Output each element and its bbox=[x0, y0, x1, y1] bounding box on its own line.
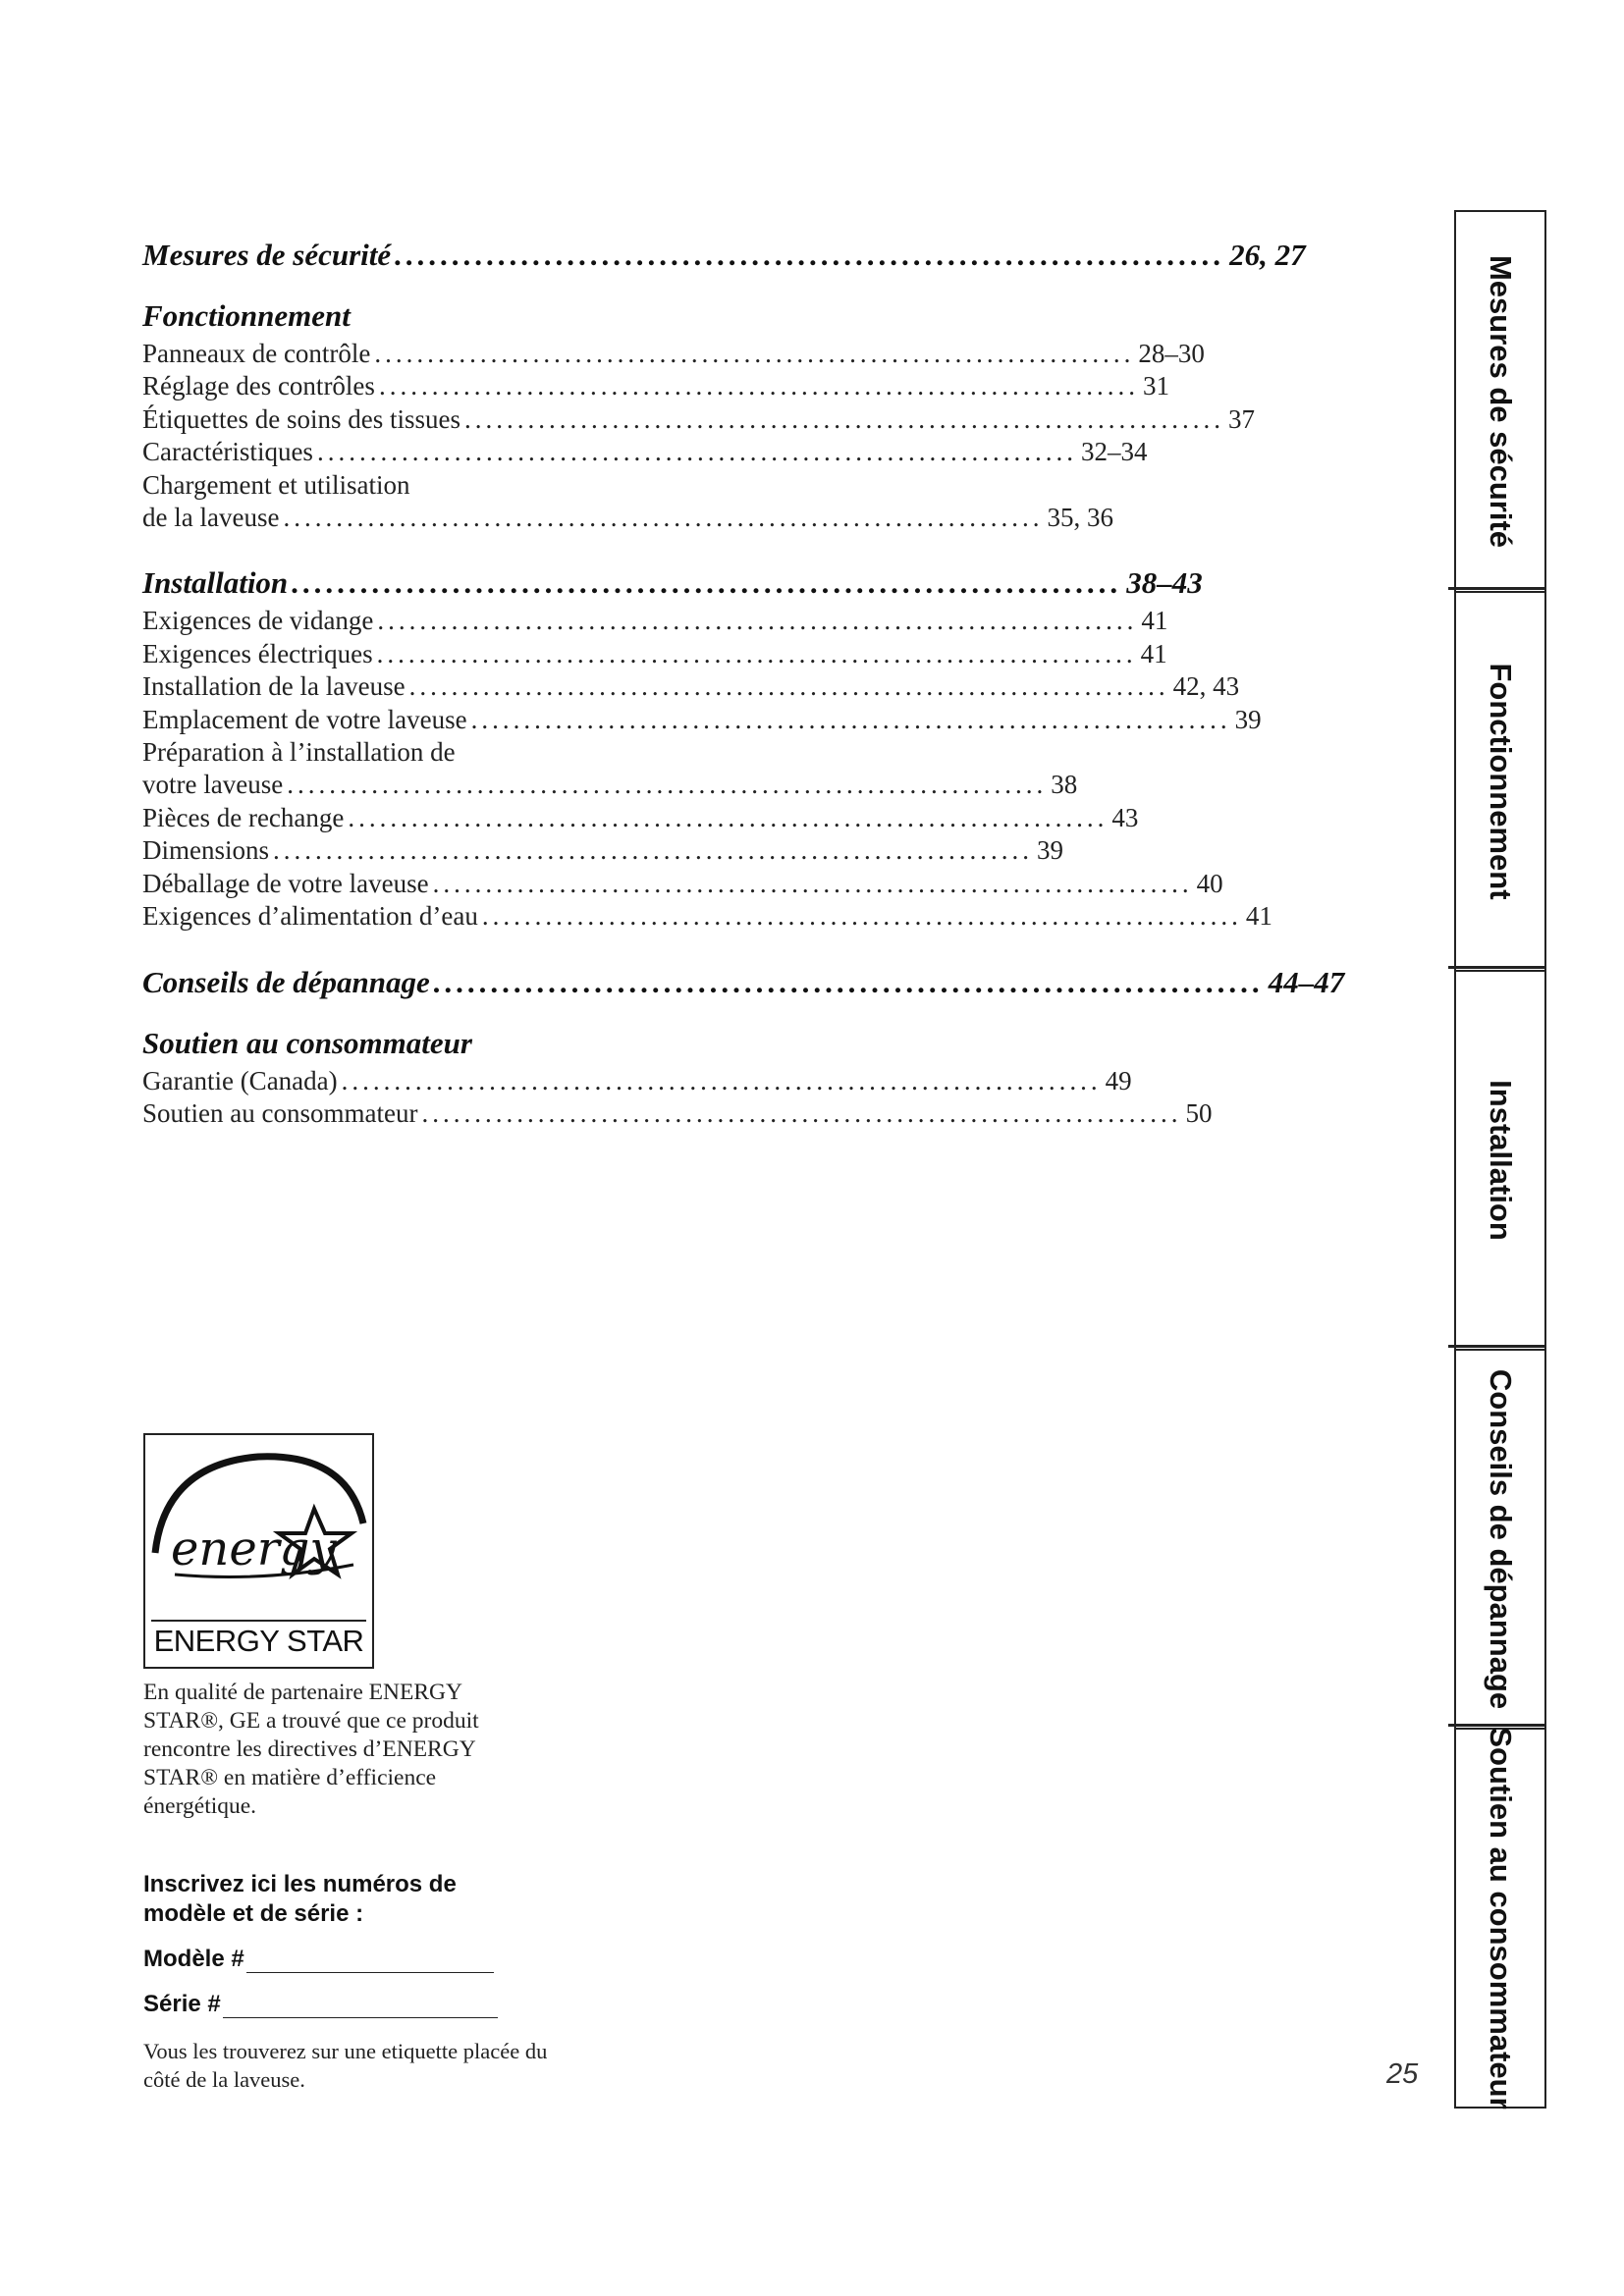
toc-entry[interactable]: Soutien au consommateur ........................................................................ 50 bbox=[142, 1097, 1213, 1128]
tab-soutien-au-consommateur[interactable] bbox=[1456, 1728, 1544, 2107]
table-of-contents bbox=[142, 234, 1345, 1130]
toc-entry[interactable]: Chargement et utilisation bbox=[142, 469, 410, 500]
serial-number-line[interactable] bbox=[223, 1996, 498, 2018]
toc-entry[interactable]: Exigences électriques ........................................................................ 41 bbox=[142, 638, 1167, 668]
page-number: 25 bbox=[1386, 2058, 1419, 2090]
toc-entry[interactable]: Panneaux de contrôle ........................................................................ 28–30 bbox=[142, 339, 1205, 368]
energy-star-label: ENERGY STAR bbox=[151, 1620, 366, 1661]
tab-label: Soutien au consommateur bbox=[1484, 1727, 1518, 2109]
tab-label: Fonctionnement bbox=[1484, 663, 1518, 900]
toc-section-consumer-support bbox=[142, 1022, 1213, 1131]
toc-entry[interactable]: Pièces de rechange ........................................................................ 43 bbox=[142, 802, 1139, 832]
energy-star-emblem-icon bbox=[145, 1435, 372, 1622]
toc-entry[interactable]: Étiquettes de soins des tissues ........................................................................ 37 bbox=[142, 403, 1255, 434]
tab-divider bbox=[1448, 1724, 1546, 1727]
toc-entry[interactable]: Exigences de vidange ........................................................................ 41 bbox=[142, 606, 1168, 636]
side-tabs bbox=[1454, 210, 1546, 2109]
tab-mesures-de-securite[interactable] bbox=[1456, 212, 1544, 591]
serial-label: Série # bbox=[143, 1991, 221, 2017]
toc-heading[interactable]: Conseils de dépannage ........................................................................ 44–47 bbox=[142, 964, 1345, 999]
toc-heading[interactable]: Installation ........................................................................ 38–43 bbox=[142, 565, 1203, 601]
tab-divider bbox=[1448, 587, 1546, 590]
record-note: Vous les trouverez sur une etiquette placée du côté de la laveuse. bbox=[143, 2039, 548, 2092]
model-number-line[interactable] bbox=[246, 1950, 494, 1973]
tab-label: Conseils de dépannage bbox=[1484, 1368, 1518, 1710]
energy-script-text: energy bbox=[171, 1522, 337, 1576]
model-label: Modèle # bbox=[143, 1946, 244, 1972]
tab-installation[interactable] bbox=[1456, 970, 1544, 1349]
energy-star-logo bbox=[143, 1433, 374, 1669]
energy-star-description: En qualité de partenaire ENERGY STAR®, GE a trouvé que ce produit rencontre les directives d’ENERGY STAR® en matière d’efficience énergétique. bbox=[143, 1680, 479, 1819]
toc-entry[interactable]: votre laveuse ........................................................................ 38 bbox=[142, 770, 1078, 800]
tab-divider bbox=[1448, 966, 1546, 969]
toc-entry[interactable]: Préparation à l’installation de bbox=[142, 737, 456, 768]
toc-entry[interactable]: Installation de la laveuse ........................................................................ 42, 43 bbox=[142, 671, 1240, 702]
toc-section-installation bbox=[142, 561, 1272, 933]
toc-entry[interactable]: Emplacement de votre laveuse ........................................................................ 39 bbox=[142, 704, 1262, 734]
tab-fonctionnement[interactable] bbox=[1456, 591, 1544, 970]
model-number-field[interactable] bbox=[143, 1946, 494, 1973]
record-instruction: Inscrivez ici les numéros de modèle et de série : bbox=[143, 1871, 457, 1927]
toc-entry[interactable]: de la laveuse ........................................................................ 35, 36 bbox=[142, 503, 1113, 533]
toc-section-safety bbox=[142, 234, 1306, 277]
toc-section-operation bbox=[142, 294, 1255, 534]
serial-number-field[interactable] bbox=[143, 1991, 498, 2018]
toc-heading[interactable]: Mesures de sécurité ........................................................................ 26, 27 bbox=[142, 238, 1306, 272]
toc-section-troubleshooting bbox=[142, 961, 1345, 1004]
toc-entry[interactable]: Caractéristiques ........................................................................ 32–34 bbox=[142, 437, 1148, 467]
toc-entry[interactable]: Dimensions ........................................................................ 39 bbox=[142, 835, 1064, 866]
toc-entry[interactable]: Déballage de votre laveuse ........................................................................ 40 bbox=[142, 868, 1223, 898]
tab-divider bbox=[1448, 1345, 1546, 1348]
toc-heading[interactable]: Fonctionnement bbox=[142, 298, 351, 333]
toc-heading[interactable]: Soutien au consommateur bbox=[142, 1025, 472, 1060]
tab-label: Installation bbox=[1484, 1080, 1518, 1241]
tab-label: Mesures de sécurité bbox=[1484, 254, 1518, 549]
toc-entry[interactable]: Garantie (Canada) ........................................................................ 49 bbox=[142, 1065, 1132, 1095]
toc-entry[interactable]: Réglage des contrôles ........................................................................ 31 bbox=[142, 371, 1169, 401]
toc-entry[interactable]: Exigences d’alimentation d’eau ........................................................................ 41 bbox=[142, 901, 1272, 932]
tab-conseils-de-depannage[interactable] bbox=[1456, 1349, 1544, 1728]
